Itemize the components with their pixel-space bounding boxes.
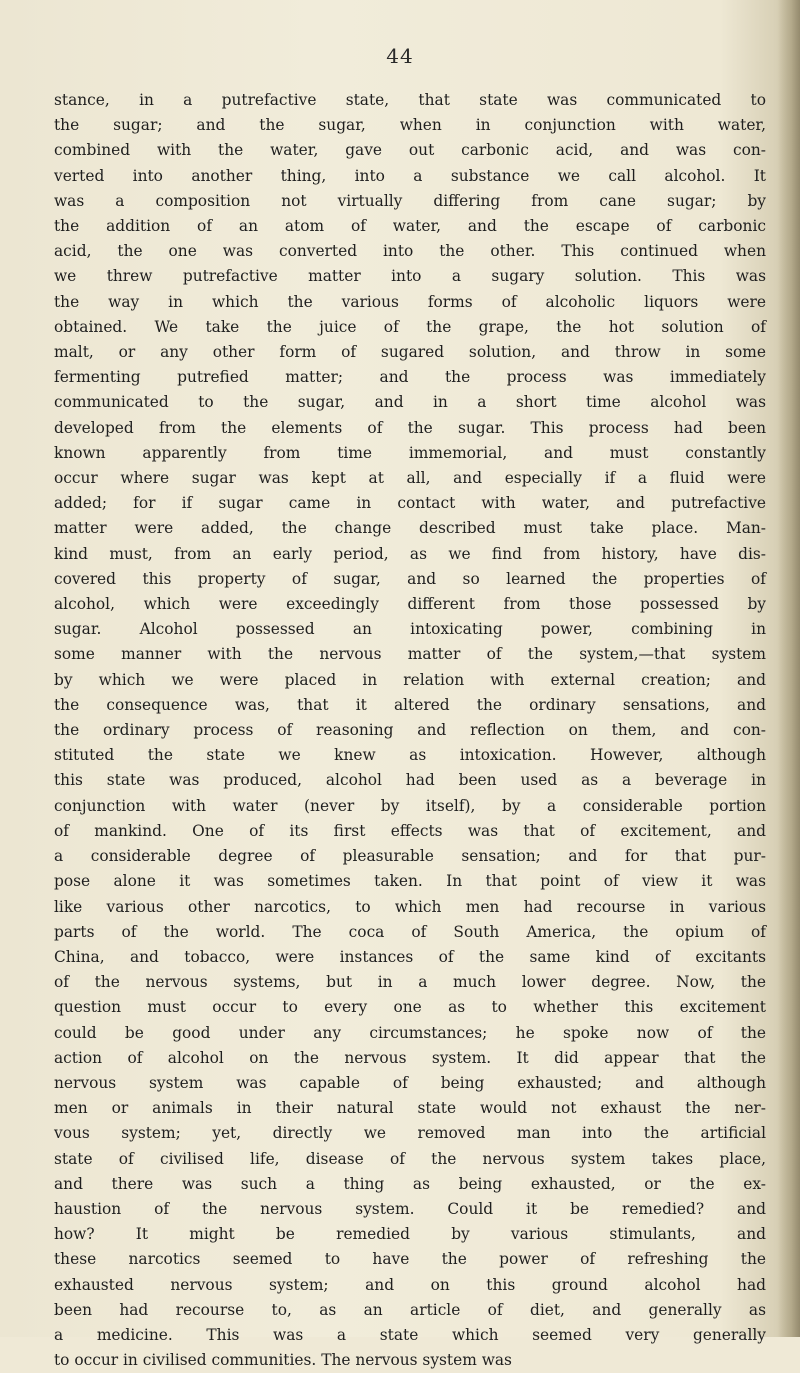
text-line: parts of the world. The coca of South America, the opium of: [54, 922, 766, 941]
text-line: vous system; yet, directly we removed man into the artificial: [54, 1124, 766, 1143]
text-line: action of alcohol on the nervous system. It did appear that the: [54, 1048, 766, 1067]
text-line: of the nervous systems, but in a much lower degree. Now, the: [54, 973, 766, 992]
text-line: China, and tobacco, were instances of the same kind of excitants: [54, 947, 766, 966]
text-line: how? It might be remedied by various stimulants, and: [54, 1225, 766, 1244]
text-line: the way in which the various forms of alcoholic liquors were: [54, 292, 766, 311]
text-line: question must occur to every one as to whether this excitement: [54, 998, 766, 1017]
text-line: these narcotics seemed to have the power of refreshing the: [54, 1250, 766, 1269]
text-line: to occur in civilised communities. The nervous system was: [54, 1351, 512, 1370]
text-line: a considerable degree of pleasurable sensation; and for that pur-: [54, 847, 766, 866]
text-line: pose alone it was sometimes taken. In that point of view it was: [54, 872, 766, 891]
text-line: covered this property of sugar, and so learned the properties of: [54, 569, 766, 588]
text-line: a medicine. This was a state which seemed very generally: [54, 1325, 766, 1344]
text-line: kind must, from an early period, as we find from history, have dis-: [54, 544, 766, 563]
text-line: was a composition not virtually differing from cane sugar; by: [54, 191, 766, 210]
text-line: obtained. We take the juice of the grape, the hot solution of: [54, 317, 766, 336]
text-line: been had recourse to, as an article of diet, and generally as: [54, 1300, 766, 1319]
text-line: malt, or any other form of sugared solution, and throw in some: [54, 343, 766, 362]
text-line: occur where sugar was kept at all, and especially if a fluid were: [54, 469, 766, 488]
text-line: matter were added, the change described must take place. Man-: [54, 519, 766, 538]
text-line: developed from the elements of the sugar. This process had been: [54, 418, 766, 437]
text-line: the addition of an atom of water, and the escape of carbonic: [54, 217, 766, 236]
text-line: some manner with the nervous matter of the system,—that system: [54, 645, 766, 664]
page-number: 44: [386, 44, 414, 68]
text-line: conjunction with water (never by itself), by a considerable portion: [54, 796, 766, 815]
text-line: the sugar; and the sugar, when in conjunction with water,: [54, 116, 766, 135]
text-line: could be good under any circumstances; he spoke now of the: [54, 1023, 766, 1042]
text-line: communicated to the sugar, and in a short time alcohol was: [54, 393, 766, 412]
text-line: like various other narcotics, to which men had recourse in various: [54, 897, 766, 916]
text-line: acid, the one was converted into the other. This continued when: [54, 242, 766, 261]
text-line: the ordinary process of reasoning and reflection on them, and con-: [54, 721, 766, 740]
text-line: haustion of the nervous system. Could it be remedied? and: [54, 1199, 766, 1218]
text-line: stance, in a putrefactive state, that state was communicated to: [54, 91, 766, 109]
text-line: men or animals in their natural state would not exhaust the ner-: [54, 1099, 766, 1118]
text-line: exhausted nervous system; and on this ground alcohol had: [54, 1275, 766, 1294]
body-text: [54, 88, 766, 1373]
text-line: of mankind. One of its first effects was that of excitement, and: [54, 821, 766, 840]
text-line: sugar. Alcohol possessed an intoxicating power, combining in: [54, 620, 766, 639]
text-line: alcohol, which were exceedingly different from those possessed by: [54, 595, 766, 614]
text-line: added; for if sugar came in contact with water, and putrefactive: [54, 494, 766, 513]
text-line: known apparently from time immemorial, and must constantly: [54, 443, 766, 462]
text-line: combined with the water, gave out carbonic acid, and was con-: [54, 141, 766, 160]
text-line: stituted the state we knew as intoxication. However, although: [54, 746, 766, 765]
page-edge-shadow: [778, 0, 800, 1337]
text-line: verted into another thing, into a substance we call alcohol. It: [54, 166, 766, 185]
text-line: by which we were placed in relation with external creation; and: [54, 670, 766, 689]
text-line: this state was produced, alcohol had been used as a beverage in: [54, 771, 766, 790]
text-line: state of civilised life, disease of the nervous system takes place,: [54, 1149, 766, 1168]
text-line: we threw putrefactive matter into a sugary solution. This was: [54, 267, 766, 286]
text-line: nervous system was capable of being exhausted; and although: [54, 1073, 766, 1092]
text-line: and there was such a thing as being exhausted, or the ex-: [54, 1174, 766, 1193]
text-line: the consequence was, that it altered the ordinary sensations, and: [54, 695, 766, 714]
text-line: fermenting putrefied matter; and the process was immediately: [54, 368, 766, 387]
